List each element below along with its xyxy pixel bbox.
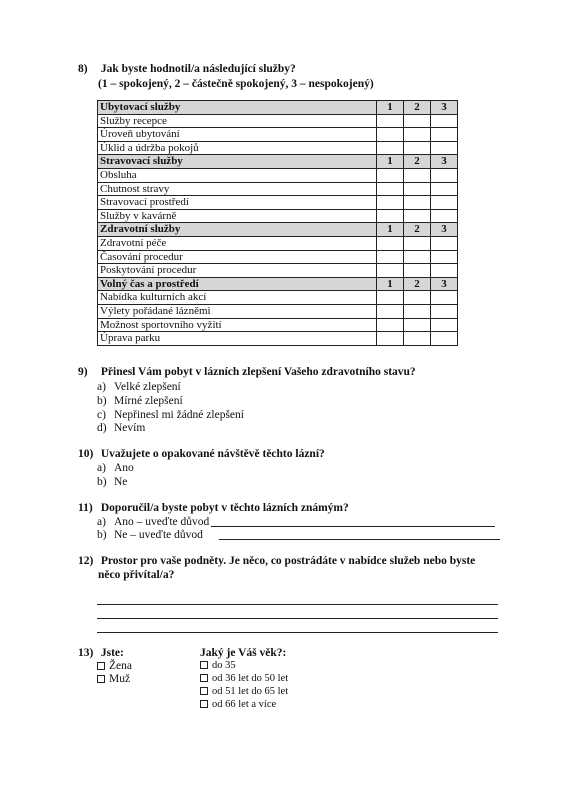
checkbox-icon[interactable] [200,661,208,669]
rating-cell[interactable] [404,250,431,264]
table-row [98,304,458,318]
score-column-header: 2 [404,223,431,237]
rating-cell[interactable] [377,114,404,128]
rating-cell[interactable] [377,318,404,332]
question-9 [78,366,416,378]
section-label: Volný čas a prostředí [98,277,377,291]
reason-field-no[interactable] [219,539,500,540]
section-label: Stravovací služby [98,155,377,169]
table-row [98,236,458,250]
rating-cell[interactable] [404,182,431,196]
rating-cell[interactable] [377,236,404,250]
question-number: 12) [78,555,94,567]
table-row [98,168,458,182]
rating-cell[interactable] [431,236,458,250]
rating-cell[interactable] [377,182,404,196]
rating-cell[interactable] [377,141,404,155]
comment-line-2[interactable] [97,618,498,619]
rating-cell[interactable] [377,304,404,318]
rating-cell[interactable] [431,264,458,278]
rating-cell[interactable] [404,141,431,155]
question-10 [78,448,325,460]
question-number: 13) [78,647,94,659]
table-section-header [98,155,458,169]
rating-cell[interactable] [377,128,404,142]
rating-cell[interactable] [431,332,458,346]
checkbox-icon[interactable] [200,674,208,682]
rating-cell[interactable] [404,114,431,128]
rating-cell[interactable] [377,196,404,210]
gender-option-female[interactable]: Žena [97,660,132,672]
rating-cell[interactable] [431,318,458,332]
score-column-header: 3 [431,101,458,115]
rating-cell[interactable] [431,304,458,318]
age-option-4[interactable]: od 66 let a více [200,699,276,710]
question-13 [78,647,124,659]
table-row [98,209,458,223]
rating-cell[interactable] [431,250,458,264]
gender-option-male[interactable]: Muž [97,673,130,685]
service-label: Výlety pořádané lázněmi [98,304,377,318]
question-11 [78,502,349,514]
score-column-header: 3 [431,277,458,291]
question-text: Jste: [100,647,124,659]
question-number: 10) [78,448,94,460]
question-text: Prostor pro vaše podněty. Je něco, co postrádáte v nabídce služeb nebo byste [100,555,476,567]
option-a[interactable]: a) Ano [97,462,134,474]
score-column-header: 3 [431,223,458,237]
comment-line-1[interactable] [97,604,498,605]
service-label: Úklid a údržba pokojů [98,141,377,155]
age-option-1[interactable]: do 35 [200,660,236,671]
service-label: Nabídka kulturních akcí [98,291,377,305]
service-label: Služby v kavárně [98,209,377,223]
checkbox-icon[interactable] [200,700,208,708]
rating-cell[interactable] [431,196,458,210]
rating-cell[interactable] [431,182,458,196]
score-column-header: 1 [377,155,404,169]
rating-cell[interactable] [377,264,404,278]
table-row [98,318,458,332]
age-question-label: Jaký je Váš věk?: [200,647,287,659]
table-section-header [98,277,458,291]
rating-cell[interactable] [404,196,431,210]
rating-cell[interactable] [431,141,458,155]
checkbox-icon[interactable] [200,687,208,695]
question-number: 11) [78,502,93,514]
question-text: Uvažujete o opakované návštěvě těchto lázní? [100,448,325,460]
question-text: Jak byste hodnotil/a následující služby? [100,63,296,75]
table-row [98,114,458,128]
question-number: 9) [78,366,88,378]
score-column-header: 1 [377,101,404,115]
services-rating-table [97,100,458,346]
rating-cell[interactable] [431,114,458,128]
score-column-header: 3 [431,155,458,169]
rating-scale-legend: (1 – spokojený, 2 – částečně spokojený, 3 – nespokojený) [98,78,374,90]
rating-cell[interactable] [404,128,431,142]
option-a[interactable]: a) Velké zlepšení [97,381,181,393]
table-section-header [98,101,458,115]
service-label: Úroveň ubytování [98,128,377,142]
checkbox-icon[interactable] [97,662,105,670]
table-row [98,250,458,264]
table-row [98,264,458,278]
question-text: Doporučil/a byste pobyt v těchto lázních známým? [100,502,349,514]
score-column-header: 1 [377,277,404,291]
score-column-header: 2 [404,101,431,115]
service-label: Služby recepce [98,114,377,128]
comment-line-3[interactable] [97,632,498,633]
section-label: Ubytovací služby [98,101,377,115]
age-option-2[interactable]: od 36 let do 50 let [200,673,288,684]
service-label: Poskytování procedur [98,264,377,278]
service-label: Obsluha [98,168,377,182]
option-b[interactable]: b) Ne – uveďte důvod [97,529,203,541]
rating-cell[interactable] [431,291,458,305]
table-row [98,291,458,305]
checkbox-icon[interactable] [97,675,105,683]
rating-cell[interactable] [404,332,431,346]
question-8 [78,63,296,75]
score-column-header: 1 [377,223,404,237]
service-label: Možnost sportovního vyžití [98,318,377,332]
score-column-header: 2 [404,277,431,291]
table-row [98,128,458,142]
rating-cell[interactable] [377,209,404,223]
rating-cell[interactable] [404,304,431,318]
option-b[interactable]: b) Ne [97,476,128,488]
rating-cell[interactable] [377,250,404,264]
score-column-header: 2 [404,155,431,169]
question-text-continued: něco přivítal/a? [98,569,175,581]
question-12 [78,555,518,567]
table-row [98,196,458,210]
option-c[interactable]: c) Nepřinesl mi žádné zlepšení [97,409,244,421]
service-label: Zdravotní péče [98,236,377,250]
option-b[interactable]: b) Mírné zlepšení [97,395,183,407]
rating-cell[interactable] [431,168,458,182]
table-section-header [98,223,458,237]
question-text: Přinesl Vám pobyt v lázních zlepšení Vašeho zdravotního stavu? [100,366,416,378]
rating-cell[interactable] [404,318,431,332]
service-label: Stravovací prostředí [98,196,377,210]
question-number: 8) [78,63,88,75]
service-label: Úprava parku [98,332,377,346]
service-label: Chutnost stravy [98,182,377,196]
rating-cell[interactable] [404,168,431,182]
table-row [98,182,458,196]
rating-cell[interactable] [404,264,431,278]
rating-cell[interactable] [404,291,431,305]
reason-field-yes[interactable] [211,526,495,527]
rating-cell[interactable] [404,236,431,250]
section-label: Zdravotní služby [98,223,377,237]
service-label: Časování procedur [98,250,377,264]
rating-cell[interactable] [431,209,458,223]
rating-cell[interactable] [377,291,404,305]
rating-cell[interactable] [377,332,404,346]
option-a[interactable]: a) Ano – uveďte důvod [97,516,210,528]
rating-cell[interactable] [431,128,458,142]
option-d[interactable]: d) Nevím [97,422,146,434]
rating-cell[interactable] [404,209,431,223]
age-option-3[interactable]: od 51 let do 65 let [200,686,288,697]
table-row [98,332,458,346]
rating-cell[interactable] [377,168,404,182]
table-row [98,141,458,155]
